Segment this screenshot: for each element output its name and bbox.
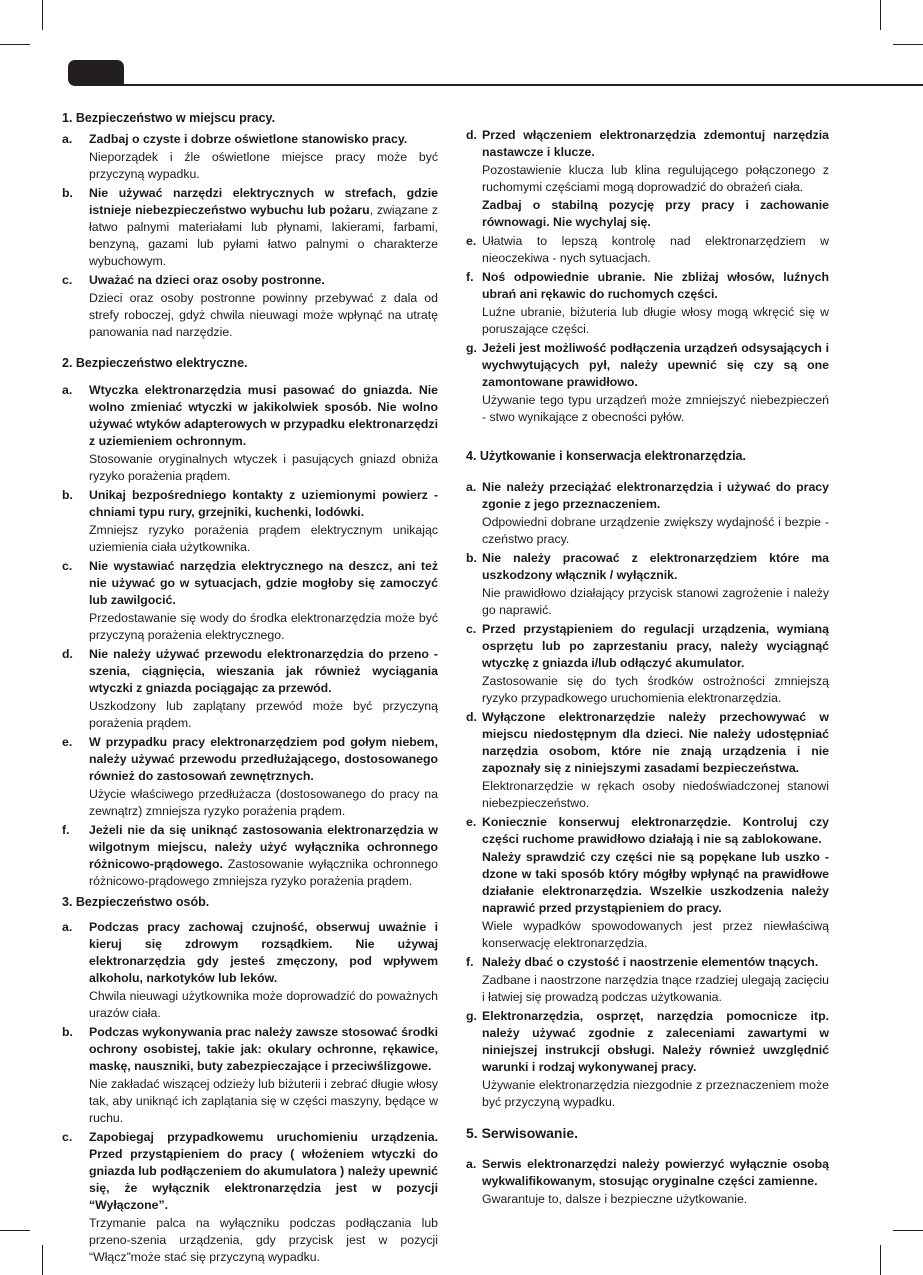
crop-mark [0,1230,30,1231]
list-item [62,1129,438,1266]
section-heading: 4. Użytkowanie i konserwacja elektronarzędzia. [466,449,746,463]
list-item [466,127,829,231]
item-heading: Zadbaj o stabilną pozycję przy pracy i zachowanie równowagi. Nie wychylaj się. [482,198,829,229]
crop-mark [42,1245,43,1275]
item-heading: Nie należy pracować z elektronarzędziem które ma uszkodzony włącznik / wyłącznik. [482,551,829,582]
item-heading: Należy sprawdzić czy części nie są popękane lub uszko - dzone w taki sposób który mógłby wpłynąć na prawidłowe działanie elektronarzędzia. Wszelkie uszkodzenia należy naprawić przed przystąpieniem do pracy. [482,850,829,915]
section-heading: 1. Bezpieczeństwo w miejscu pracy. [62,111,276,125]
item-label: f. [62,823,70,837]
list-item [466,954,829,1006]
item-heading: Koniecznie konserwuj elektronarzędzie. Kontroluj czy części ruchome prawidłowo działają i nie są zablokowane. [482,815,829,846]
crop-mark [42,0,43,30]
list-item [466,340,829,426]
item-text: Nie prawidłowo działający przycisk stanowi zagrożenie i należy go naprawić. [482,586,829,617]
list-item [62,382,438,485]
list-item [466,233,829,267]
item-heading: Jeżeli nie da się uniknąć zastosowania elektronarzędzia w wilgotnym miejscu, należy użyć wyłącznika ochronnego różnicowo-prądowego. [89,823,438,871]
item-heading: Przed przystąpieniem do regulacji urządzenia, wymianą osprzętu lub po zaprzestaniu pracy, należy wyciągnąć wtyczkę z gniazda i/lub odłączyć akumulator. [482,622,829,670]
item-text: Stosowanie oryginalnych wtyczek i pasujących gniazd obniża ryzyko porażenia prądem. [89,452,438,483]
item-label: a. [62,383,73,397]
item-label: c. [62,1130,73,1144]
item-text: Zadbane i naostrzone narzędzia tnące rzadziej ulegają zacięciu i łatwiej się prowadzą podczas użytkowania. [482,973,829,1004]
item-heading: Serwis elektronarzędzi należy powierzyć wyłącznie osobą wykwalifikowanym, stosując oryginalne części zamienne. [482,1157,829,1188]
list-item [62,272,438,341]
item-text: Pozostawienie klucza lub klina regulującego połączonego z ruchomymi częściami mogą doprowadzić do obrażeń ciała. [482,163,829,194]
item-heading: Unikaj bezpośredniego kontakty z uziemionymi powierz - chniami typu rury, grzejniki, kuchenki, lodówki. [89,488,438,519]
right-column [466,127,829,1210]
item-label: e. [466,815,477,829]
item-text: Wiele wypadków spowodowanych jest przez niewłaściwą konserwację elektronarzędzia. [482,919,829,950]
list-item [466,1008,829,1111]
list-item [62,558,438,644]
crop-mark [0,44,30,45]
item-label: b. [62,488,73,502]
item-heading: Noś odpowiednie ubranie. Nie zbliżaj włosów, luźnych ubrań ani rękawic do ruchomych części. [482,270,829,301]
item-heading: Nie należy używać przewodu elektronarzędzia do przeno - szenia, ciągnięcia, wieszania jak również wyciągania wtyczki z gniazda pociągając za przewód. [89,647,438,695]
item-heading: Zapobiegaj przypadkowemu uruchomieniu urządzenia. Przed przystąpieniem do pracy ( włożeniem wtyczki do gniazda lub podłączeniem do akumulatora ) należy upewnić się, że wyłącznik elektronarzędzia jest w pozycji “Wyłączone”. [89,1130,438,1212]
item-heading: Nie używać narzędzi elektrycznych w strefach, gdzie istnieje niebezpieczeństwo wybuchu lub pożaru [89,186,438,217]
item-text: Zmniejsz ryzyko porażenia prądem elektrycznym unikając uziemienia ciała użytkownika. [89,523,438,554]
list-item [62,487,438,556]
list-item [466,814,829,952]
list-item [62,919,438,1022]
item-label: d. [62,647,73,661]
item-heading: Nie wystawiać narzędzia elektrycznego na deszcz, ani też nie używać go w sytuacjach, gdzie mogłoby się zamoczyć lub zawilgocić. [89,559,438,607]
item-heading: Należy dbać o czystość i naostrzenie elementów tnących. [482,955,819,969]
item-heading: W przypadku pracy elektronarzędziem pod gołym niebem, należy używać przewodu przedłużającego, dostosowanego również do zastosowań zewnętrznych. [89,735,438,783]
item-text: , związane z łatwo palnymi materiałami lub płynami, lakierami, farbami, benzyną, gazami lub pyłami łatwo palnymi o charakterze wybuchowym. [89,203,438,268]
section-heading: 2. Bezpieczeństwo elektryczne. [62,356,248,370]
item-label: f. [466,955,474,969]
item-heading: Wyłączone elektronarzędzie należy przechowywać w miejscu niedostępnym dla dzieci. Nie należy udostępniać narzędzia osobom, które nie znają urządzenia i nie zapoznały się z niniejszymi zasadami bezpieczeństwa. [482,710,829,775]
list-item [466,479,829,548]
list-item [466,269,829,338]
item-text: Chwila nieuwagi użytkownika może doprowadzić do poważnych urazów ciała. [89,989,438,1020]
item-label: g. [466,1009,477,1023]
section-heading: 5. Serwisowanie. [466,1125,579,1141]
item-heading: Wtyczka elektronarzędzia musi pasować do gniazda. Nie wolno zmieniać wtyczki w jakikolwiek sposób. Nie wolno używać wtyków adapterowych w przypadku elektronarzędzi z uziemieniem ochronnym. [89,383,438,448]
item-label: c. [62,273,73,287]
item-text: Trzymanie palca na wyłączniku podczas podłączania lub przeno-szenia urządzenia, gdy przycisk jest w pozycji “Włącz”może stać się przyczyną wypadku. [89,1216,438,1264]
item-text: Uszkodzony lub zaplątany przewód może być przyczyną porażenia prądem. [89,699,438,730]
item-label: e. [466,234,477,248]
item-label: b. [466,551,477,565]
left-column [62,110,438,1268]
item-text: Przedostawanie się wody do środka elektronarzędzia może być przyczyną porażenia elektrycznego. [89,611,438,642]
list-item [62,1024,438,1127]
crop-mark [880,0,881,30]
item-text: Luźne ubranie, biżuteria lub długie włosy mogą wkręcić się w poruszające części. [482,305,829,336]
item-label: f. [466,270,474,284]
crop-mark [880,1245,881,1275]
item-text: Ułatwia to lepszą kontrolę nad elektronarzędziem w nieoczekiwa - nych sytuacjach. [482,234,829,265]
list-item [62,822,438,890]
section-heading: 3. Bezpieczeństwo osób. [62,895,210,909]
item-label: c. [62,559,73,573]
list-item [466,550,829,619]
item-text: Użycie właściwego przedłużacza (dostosowanego do pracy na zewnątrz) zmniejsza ryzyko porażenia prądem. [89,787,438,818]
item-heading: Podczas wykonywania prac należy zawsze stosować środki ochrony osobistej, takie jak: okulary ochronne, rękawice, maskę, nauszniki, buty zabezpieczające i przeciwślizgowe. [89,1025,438,1073]
item-label: c. [466,622,477,636]
item-heading: Uważać na dzieci oraz osoby postronne. [89,273,325,287]
item-label: b. [62,186,73,200]
list-item [466,1156,829,1208]
list-item [62,734,438,820]
item-label: a. [466,1157,477,1171]
header-tab [68,60,124,86]
item-label: d. [466,128,477,142]
item-text: Używanie tego typu urządzeń może zmniejszyć niebezpieczeń - stwo wynikające z obecności pyłów. [482,393,829,424]
header-rule [118,84,923,86]
item-heading: Elektronarzędzia, osprzęt, narzędzia pomocnicze itp. należy używać zgodnie z zaleceniami zawartymi w niniejszej instrukcji obsługi. Należy również uwzględnić warunki i rodzaj wykonywanej pracy. [482,1009,829,1074]
item-label: b. [62,1025,73,1039]
item-text: Elektronarzędzie w rękach osoby niedoświadczonej stanowi niebezpieczeństwo. [482,779,829,810]
list-item [62,185,438,270]
item-text: Używanie elektronarzędzia niezgodnie z przeznaczeniem może być przyczyną wypadku. [482,1078,829,1109]
item-heading: Podczas pracy zachowaj czujność, obserwuj uważnie i kieruj się zdrowym rozsądkiem. Nie używaj elektronarzędzia gdy jesteś zmęczony, pod wpływem alkoholu, narkotyków lub leków. [89,920,438,985]
item-heading: Nie należy przeciążać elektronarzędzia i używać do pracy zgonie z jego przeznaczeniem. [482,480,829,511]
item-label: e. [62,735,73,749]
item-text: Dzieci oraz osoby postronne powinny przebywać z dala od strefy roboczej, gdyż chwila nieuwagi może wpłynąć na utratę panowania nad narzędzie. [89,291,438,339]
item-heading: Zadbaj o czyste i dobrze oświetlone stanowisko pracy. [89,132,408,146]
item-label: a. [62,920,73,934]
list-item [466,709,829,812]
list-item [466,621,829,707]
item-text: Zastosowanie wyłącznika ochronnego różnicowo-prądowego zmniejsza ryzyko porażenia prądem. [89,857,438,888]
item-heading: Przed włączeniem elektronarzędzia zdemontuj narzędzia nastawcze i klucze. [482,128,829,159]
item-label: d. [466,710,477,724]
item-text: Nie zakładać wiszącej odzieży lub biżuterii i zebrać długie włosy tak, aby uniknąć ich zaplątania się w części maszyny, będące w ruchu. [89,1077,438,1125]
item-label: a. [62,132,73,146]
item-text: Odpowiedni dobrane urządzenie zwiększy wydajność i bezpie - czeństwo pracy. [482,515,829,546]
list-item [62,131,438,183]
item-label: a. [466,480,477,494]
item-text: Zastosowanie się do tych środków ostrożności zmniejszą ryzyko przypadkowego uruchomienia elektronarzędzia. [482,674,829,705]
item-text: Gwarantuje to, dalsze i bezpieczne użytkowanie. [482,1192,748,1206]
item-text: Nieporządek i źle oświetlone miejsce pracy może być przyczyną wypadku. [89,150,438,181]
crop-mark [893,44,923,45]
crop-mark [893,1230,923,1231]
item-heading: Jeżeli jest możliwość podłączenia urządzeń odsysających i wychwytujących pył, należy upewnić się czy są one zamontowane prawidłowo. [482,341,829,389]
list-item [62,646,438,732]
item-label: g. [466,341,477,355]
